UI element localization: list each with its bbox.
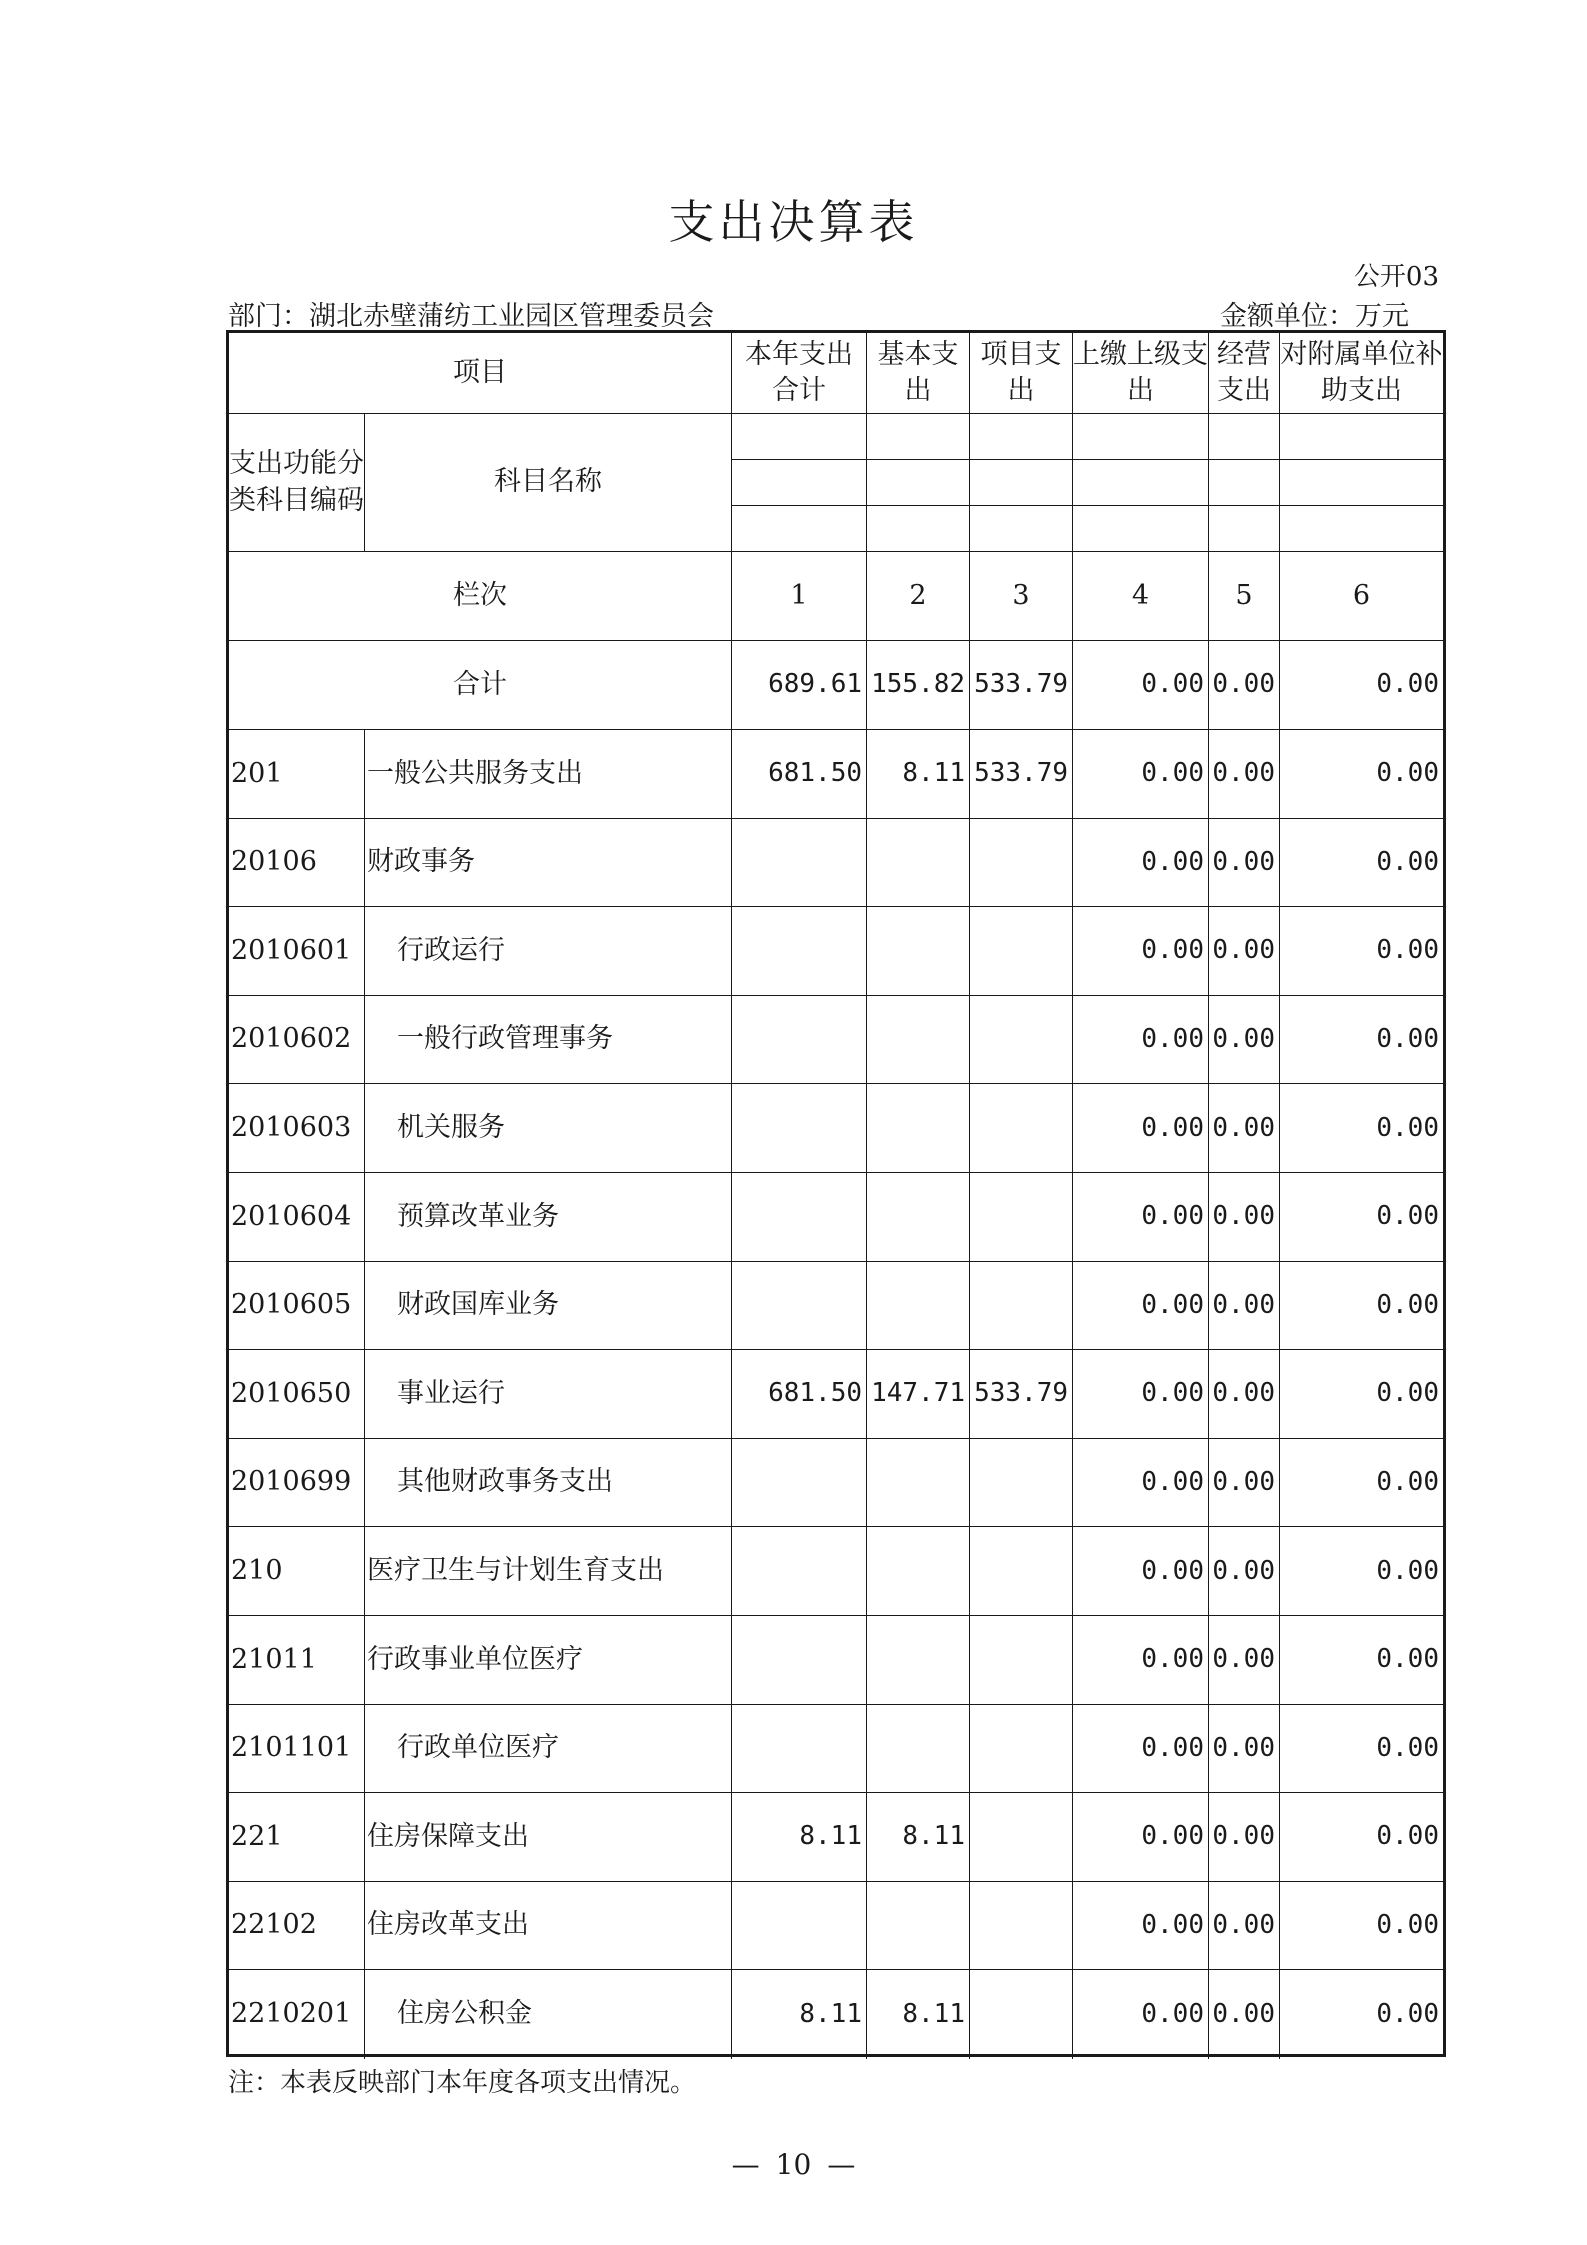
column-number-5: 5 <box>1209 552 1280 641</box>
row-value-col5: 0.00 <box>1209 1616 1280 1705</box>
page-number-value: 10 <box>775 2148 812 2181</box>
row-subject-name: 财政国库业务 <box>365 1262 732 1351</box>
row-value-col4: 0.00 <box>1073 1970 1209 2059</box>
row-subject-name: 机关服务 <box>365 1084 732 1173</box>
row-value-col4: 0.00 <box>1073 1882 1209 1971</box>
header-blank-cell <box>732 414 867 460</box>
row-value-col6: 0.00 <box>1280 1793 1443 1882</box>
header-blank-cell <box>732 506 867 552</box>
row-value-col4: 0.00 <box>1073 730 1209 819</box>
row-value-col3 <box>970 1527 1073 1616</box>
row-code: 221 <box>229 1793 365 1882</box>
row-value-col2 <box>867 1173 970 1262</box>
row-value-col3 <box>970 1084 1073 1173</box>
header-blank-cell <box>970 414 1073 460</box>
header-subsidiary-subsidy: 对附属单位补助支出 <box>1280 333 1443 414</box>
row-value-col5: 0.00 <box>1209 1084 1280 1173</box>
row-subject-name: 医疗卫生与计划生育支出 <box>365 1527 732 1616</box>
header-blank-cell <box>1209 506 1280 552</box>
row-value-col2 <box>867 907 970 996</box>
amount-unit-label: 金额单位：万元 <box>1220 301 1409 332</box>
row-value-col4: 0.00 <box>1073 1793 1209 1882</box>
row-value-col6: 0.00 <box>1280 730 1443 819</box>
row-code: 2010603 <box>229 1084 365 1173</box>
row-value-col5: 0.00 <box>1209 1527 1280 1616</box>
row-value-col3 <box>970 1970 1073 2059</box>
row-value-col5: 0.00 <box>1209 996 1280 1085</box>
row-value-col1: 8.11 <box>732 1970 867 2059</box>
row-value-col1 <box>732 1527 867 1616</box>
form-code: 公开03 <box>1353 262 1439 292</box>
header-blank-cell <box>970 460 1073 506</box>
header-blank-cell <box>1280 460 1443 506</box>
column-number-6: 6 <box>1280 552 1443 641</box>
header-basic-expenditure: 基本支出 <box>867 333 970 414</box>
header-blank-cell <box>970 506 1073 552</box>
row-subject-name: 住房公积金 <box>365 1970 732 2059</box>
header-blank-cell <box>1280 414 1443 460</box>
row-value-col4: 0.00 <box>1073 1616 1209 1705</box>
header-blank-cell <box>1073 414 1209 460</box>
row-value-col2 <box>867 1439 970 1528</box>
row-value-col3 <box>970 1882 1073 1971</box>
row-value-col2: 147.71 <box>867 1350 970 1439</box>
row-value-col3 <box>970 1173 1073 1262</box>
header-project-expenditure: 项目支出 <box>970 333 1073 414</box>
row-value-col6: 0.00 <box>1280 996 1443 1085</box>
row-value-col1 <box>732 819 867 908</box>
header-function-code: 支出功能分类科目编码 <box>229 414 365 552</box>
row-value-col4: 0.00 <box>1073 1439 1209 1528</box>
row-value-col5: 0.00 <box>1209 1793 1280 1882</box>
row-code: 2010601 <box>229 907 365 996</box>
department-label: 部门：湖北赤壁蒲纺工业园区管理委员会 <box>228 301 714 332</box>
row-value-col6: 0.00 <box>1280 1084 1443 1173</box>
row-value-col2 <box>867 819 970 908</box>
header-total-expenditure: 本年支出合计 <box>732 333 867 414</box>
header-blank-cell <box>867 460 970 506</box>
column-order-label: 栏次 <box>229 552 732 641</box>
row-value-col6: 0.00 <box>1376 1999 1439 2030</box>
row-value-col1: 681.50 <box>732 730 867 819</box>
column-number-3: 3 <box>970 552 1073 641</box>
header-blank-cell <box>1280 506 1443 552</box>
row-value-col2: 8.11 <box>867 1970 970 2059</box>
row-value-col6: 0.00 <box>1280 1616 1443 1705</box>
row-value-col3 <box>970 996 1073 1085</box>
row-value-col2 <box>867 1616 970 1705</box>
row-value-col1 <box>732 907 867 996</box>
row-value-col5: 0.00 <box>1209 1173 1280 1262</box>
header-blank-cell <box>1073 506 1209 552</box>
row-code: 22102 <box>229 1882 365 1971</box>
row-value-col4: 0.00 <box>1073 819 1209 908</box>
row-subject-name: 行政运行 <box>365 907 732 996</box>
row-value-col3: 533.79 <box>970 730 1073 819</box>
row-value-col1 <box>732 1882 867 1971</box>
row-code: 210 <box>229 1527 365 1616</box>
row-value-col5: 0.00 <box>1209 1350 1280 1439</box>
row-value-col2 <box>867 996 970 1085</box>
row-value-col4: 0.00 <box>1073 996 1209 1085</box>
row-value-col6: 0.00 <box>1280 1350 1443 1439</box>
row-code: 2010602 <box>229 996 365 1085</box>
column-number-2: 2 <box>867 552 970 641</box>
row-value-col2: 8.11 <box>867 1793 970 1882</box>
row-value-col1 <box>732 1439 867 1528</box>
row-value-col4: 0.00 <box>1073 1350 1209 1439</box>
row-value-col6: 0.00 <box>1280 907 1443 996</box>
row-value-col6: 0.00 <box>1280 1705 1443 1794</box>
row-value-col1 <box>732 1173 867 1262</box>
row-value-col4: 0.00 <box>1073 1262 1209 1351</box>
table-note: 注：本表反映部门本年度各项支出情况。 <box>228 2068 697 2098</box>
header-blank-cell <box>1209 460 1280 506</box>
row-subject-name: 财政事务 <box>365 819 732 908</box>
header-blank-cell <box>1209 414 1280 460</box>
row-value-col6: 0.00 <box>1280 1173 1443 1262</box>
row-subject-name: 预算改革业务 <box>365 1173 732 1262</box>
row-value-col1: 8.11 <box>732 1793 867 1882</box>
row-code: 2010604 <box>229 1173 365 1262</box>
total-value-col6: 0.00 <box>1280 641 1443 730</box>
row-value-col6: 0.00 <box>1280 819 1443 908</box>
row-value-col2 <box>867 1882 970 1971</box>
row-code: 2010650 <box>229 1350 365 1439</box>
row-subject-name: 事业运行 <box>365 1350 732 1439</box>
row-value-col1 <box>732 1616 867 1705</box>
row-value-col2 <box>867 1527 970 1616</box>
row-value-col5: 0.00 <box>1209 1970 1280 2059</box>
row-value-col5: 0.00 <box>1209 907 1280 996</box>
row-value-col1 <box>732 996 867 1085</box>
row-value-col3 <box>970 1616 1073 1705</box>
row-value-col3 <box>970 819 1073 908</box>
row-value-col3: 533.79 <box>970 1350 1073 1439</box>
header-item: 项目 <box>229 333 732 414</box>
row-code: 201 <box>229 730 365 819</box>
row-code: 2210201 <box>229 1970 365 2059</box>
row-value-col6: 0.00 <box>1280 1882 1443 1971</box>
row-value-col6: 0.00 <box>1280 1527 1443 1616</box>
row-value-col2 <box>867 1262 970 1351</box>
row-value-col2: 8.11 <box>867 730 970 819</box>
row-value-col3 <box>970 1705 1073 1794</box>
row-code: 21011 <box>229 1616 365 1705</box>
row-value-col3 <box>970 1439 1073 1528</box>
expenditure-table <box>226 330 1446 2057</box>
header-blank-cell <box>732 460 867 506</box>
row-value-col6: 0.00 <box>1280 1262 1443 1351</box>
header-blank-cell <box>867 414 970 460</box>
row-value-col1 <box>732 1084 867 1173</box>
page-number: — 10 — <box>731 2148 856 2181</box>
row-subject-name: 行政单位医疗 <box>365 1705 732 1794</box>
row-value-col4: 0.00 <box>1073 1705 1209 1794</box>
row-value-col5: 0.00 <box>1209 1262 1280 1351</box>
row-code: 20106 <box>229 819 365 908</box>
row-value-col5: 0.00 <box>1209 1705 1280 1794</box>
row-value-col6: 0.00 <box>1280 1439 1443 1528</box>
row-value-col4: 0.00 <box>1073 1084 1209 1173</box>
row-subject-name: 住房保障支出 <box>365 1793 732 1882</box>
total-value-col5: 0.00 <box>1209 641 1280 730</box>
row-subject-name: 一般行政管理事务 <box>365 996 732 1085</box>
row-value-col1 <box>732 1705 867 1794</box>
row-subject-name: 行政事业单位医疗 <box>365 1616 732 1705</box>
total-value-col4: 0.00 <box>1073 641 1209 730</box>
total-value-col3: 533.79 <box>970 641 1073 730</box>
row-value-col5: 0.00 <box>1209 1882 1280 1971</box>
total-label: 合计 <box>229 641 732 730</box>
row-value-col4: 0.00 <box>1073 1527 1209 1616</box>
row-subject-name: 其他财政事务支出 <box>365 1439 732 1528</box>
row-code: 2010699 <box>229 1439 365 1528</box>
row-value-col3 <box>970 1793 1073 1882</box>
row-value-col5: 0.00 <box>1209 1439 1280 1528</box>
row-value-col3 <box>970 907 1073 996</box>
total-value-col2: 155.82 <box>867 641 970 730</box>
row-value-col3 <box>970 1262 1073 1351</box>
row-value-col4: 0.00 <box>1073 1173 1209 1262</box>
row-value-col4: 0.00 <box>1073 907 1209 996</box>
header-remit-superior: 上缴上级支出 <box>1073 333 1209 414</box>
column-number-4: 4 <box>1073 552 1209 641</box>
row-value-col2 <box>867 1705 970 1794</box>
page-title: 支出决算表 <box>668 195 919 249</box>
row-value-col1 <box>732 1262 867 1351</box>
header-operating-expenditure: 经营支出 <box>1209 333 1280 414</box>
header-blank-cell <box>867 506 970 552</box>
header-blank-cell <box>1073 460 1209 506</box>
column-number-1: 1 <box>732 552 867 641</box>
row-subject-name: 一般公共服务支出 <box>365 730 732 819</box>
row-value-col2 <box>867 1084 970 1173</box>
row-code: 2010605 <box>229 1262 365 1351</box>
row-value-col1: 681.50 <box>732 1350 867 1439</box>
row-value-col5: 0.00 <box>1209 730 1280 819</box>
total-value-col1: 689.61 <box>732 641 867 730</box>
row-code: 2101101 <box>229 1705 365 1794</box>
row-value-col5: 0.00 <box>1209 819 1280 908</box>
row-subject-name: 住房改革支出 <box>365 1882 732 1971</box>
header-subject-name: 科目名称 <box>365 414 732 552</box>
